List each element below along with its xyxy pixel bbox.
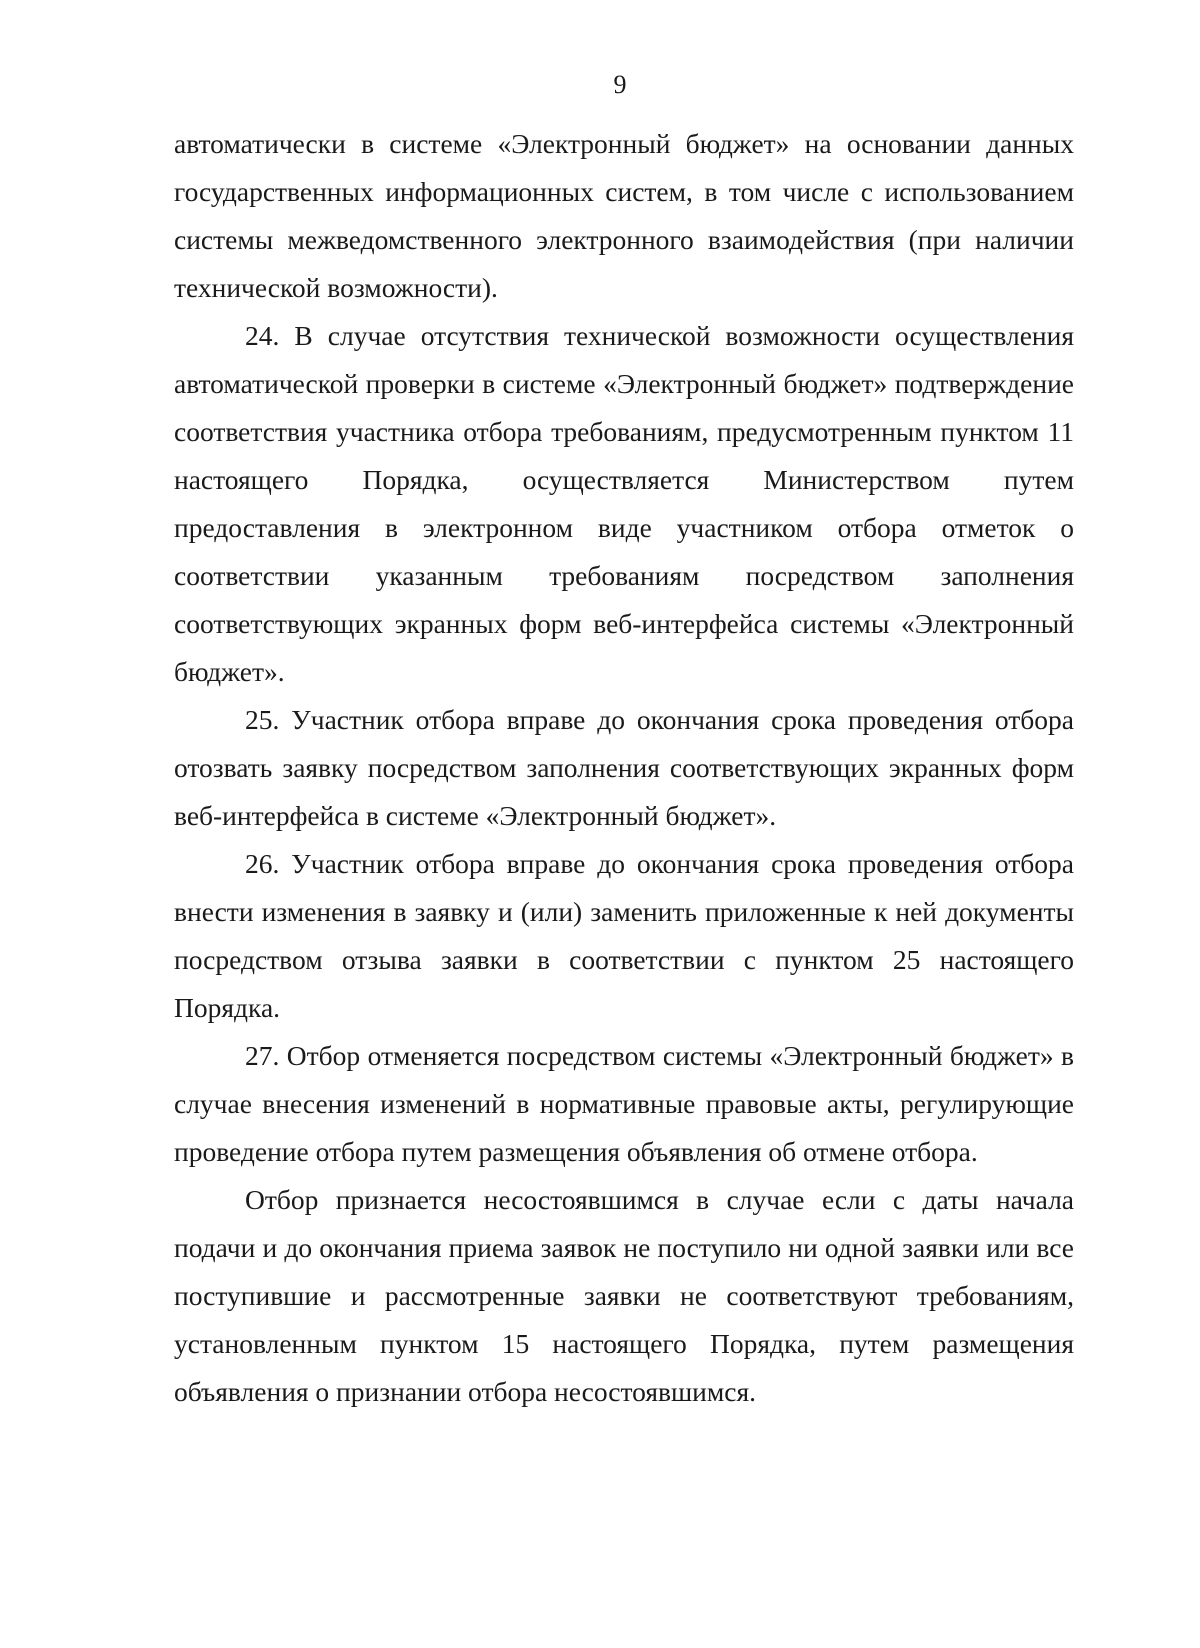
paragraph-item-27: 27. Отбор отменяется посредством системы «Электронный бюджет» в случае внесения изменений в нормативные правовые акты, регулирующие проведение отбора путем размещения объявления об отмене отбора.: [174, 1040, 1074, 1167]
paragraph-item-26: 26. Участник отбора вправе до окончания срока проведения отбора внести изменения в заявку и (или) заменить приложенные к ней документы посредством отзыва заявки в соответствии с пунктом 25 настоящего Порядка.: [174, 848, 1074, 1023]
paragraph-continuation: автоматически в системе «Электронный бюджет» на основании данных государственных информационных систем, в том числе с использованием системы межведомственного электронного взаимодействия (при наличии технической возможности).: [174, 128, 1074, 303]
paragraph-item-27-cont: Отбор признается несостоявшимся в случае если с даты начала подачи и до окончания приема заявок не поступило ни одной заявки или все поступившие и рассмотренные заявки не соответствуют требованиям, установленным пунктом 15 настоящего Порядка, путем размещения объявления о признании отбора несостоявшимся.: [174, 1184, 1074, 1407]
page-number: 9: [613, 70, 627, 99]
paragraph-item-25: 25. Участник отбора вправе до окончания срока проведения отбора отозвать заявку посредством заполнения соответствующих экранных форм веб-интерфейса в системе «Электронный бюджет».: [174, 704, 1074, 831]
document-body: [174, 120, 1074, 1416]
paragraph-item-24: 24. В случае отсутствия технической возможности осуществления автоматической проверки в системе «Электронный бюджет» подтверждение соответствия участника отбора требованиям, предусмотренным пунктом 11 настоящего Порядка, осуществляется Министерством путем предоставления в электронном виде участником отбора отметок о соответствии указанным требованиям посредством заполнения соответствующих экранных форм веб-интерфейса системы «Электронный бюджет».: [174, 320, 1074, 687]
